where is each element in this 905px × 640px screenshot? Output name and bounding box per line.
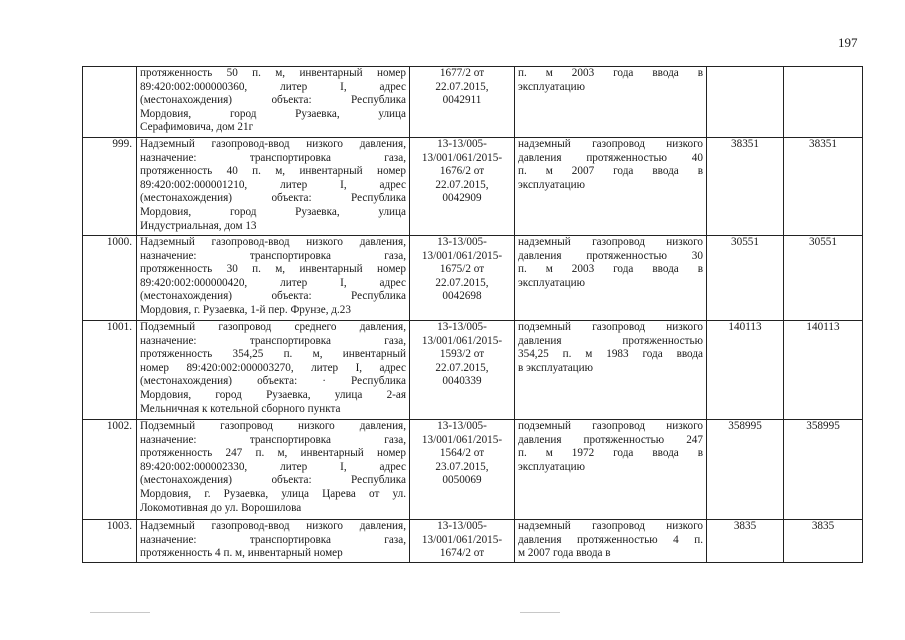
description-line: п. м 2003 года ввода в bbox=[518, 67, 703, 79]
value-2: 3835 bbox=[811, 520, 835, 532]
registration-line: 22.07.2015, bbox=[435, 276, 489, 289]
registration-line: 13/001/061/2015- bbox=[421, 151, 503, 164]
object-name-cell bbox=[137, 321, 410, 420]
description-line: эксплуатацию bbox=[518, 460, 585, 473]
registration-line: 13/001/061/2015- bbox=[421, 249, 503, 262]
value-2: 140113 bbox=[806, 321, 840, 333]
object-name-line: номер 89:420:002:000003270, литер I, адрес bbox=[140, 361, 406, 374]
object-name-line: 89:420:002:000000420, литер I, адрес bbox=[140, 276, 406, 289]
object-name-line: (местонахождения) объекта: Республика bbox=[140, 290, 406, 303]
description-line: подземный газопровод низкого bbox=[518, 321, 703, 333]
object-name-line: Локомотивная до ул. Ворошилова bbox=[140, 501, 302, 514]
row-number-cell bbox=[83, 520, 137, 563]
description-line: давления протяженностью 247 bbox=[518, 433, 703, 446]
row-number-cell bbox=[83, 236, 137, 321]
value-2: 38351 bbox=[809, 138, 837, 150]
object-name-cell bbox=[137, 420, 410, 520]
object-name-line: протяженность 30 п. м, инвентарный номер bbox=[140, 263, 406, 276]
registration-line: 13-13/005- bbox=[437, 236, 487, 248]
registration-line: 0042909 bbox=[442, 192, 482, 205]
object-name-line: Мордовия, город Рузаевка, улица 2-ая bbox=[140, 388, 406, 401]
registration-line: 1675/2 от bbox=[439, 263, 485, 276]
table-row bbox=[83, 321, 863, 420]
value-1: 140113 bbox=[728, 321, 762, 333]
table-row bbox=[83, 67, 863, 138]
object-name-line: назначение: транспортировка газа, bbox=[140, 433, 406, 446]
object-name-line: протяженность 4 п. м, инвентарный номер bbox=[140, 547, 343, 560]
object-name-line: Мордовия, город Рузаевка, улица bbox=[140, 205, 406, 218]
value-2: 30551 bbox=[809, 236, 837, 248]
value-1: 3835 bbox=[733, 520, 757, 532]
registration-line: 0050069 bbox=[442, 474, 482, 487]
value-1-cell bbox=[707, 520, 784, 563]
value-2-cell bbox=[784, 520, 863, 563]
description-line: надземный газопровод низкого bbox=[518, 236, 703, 248]
registration-line: 13/001/061/2015- bbox=[421, 334, 503, 347]
object-name-line: (местонахождения) объекта: Республика bbox=[140, 474, 406, 487]
registration-line: 0042698 bbox=[442, 290, 482, 303]
object-name-line: назначение: транспортировка газа, bbox=[140, 533, 406, 546]
registration-line: 0042911 bbox=[442, 94, 482, 107]
registration-cell bbox=[410, 420, 515, 520]
property-registry-table bbox=[82, 66, 863, 563]
description-line: давления протяженностью 30 bbox=[518, 249, 703, 262]
registration-line: 1676/2 от bbox=[439, 165, 485, 178]
registration-line: 1593/2 от bbox=[439, 348, 485, 361]
description-cell bbox=[515, 520, 707, 563]
registration-line: 1564/2 от bbox=[439, 447, 485, 460]
value-2: 358995 bbox=[806, 420, 840, 432]
value-1-cell bbox=[707, 138, 784, 236]
registration-line: 13-13/005- bbox=[437, 321, 487, 333]
scan-artifact-line bbox=[90, 612, 150, 613]
description-line: надземный газопровод низкого bbox=[518, 138, 703, 150]
value-2-cell bbox=[784, 236, 863, 321]
object-name-cell bbox=[137, 520, 410, 563]
registration-cell bbox=[410, 236, 515, 321]
description-line: эксплуатацию bbox=[518, 178, 585, 191]
registration-line: 22.07.2015, bbox=[435, 80, 489, 93]
object-name-line: Мордовия, г. Рузаевка, 1-й пер. Фрунзе, д.23 bbox=[140, 303, 351, 316]
scan-artifact-line bbox=[520, 612, 560, 613]
description-line: эксплуатацию bbox=[518, 276, 585, 289]
description-line: п. м 1972 года ввода в bbox=[518, 447, 703, 460]
value-1: 358995 bbox=[728, 420, 762, 432]
row-number-cell bbox=[83, 67, 137, 138]
value-1-cell bbox=[707, 321, 784, 420]
registration-line: 13-13/005- bbox=[437, 420, 487, 432]
object-name-line: Надземный газопровод-ввод низкого давления, bbox=[140, 520, 406, 532]
description-line: надземный газопровод низкого bbox=[518, 520, 703, 532]
registration-line: 22.07.2015, bbox=[435, 178, 489, 191]
object-name-line: Надземный газопровод-ввод низкого давления, bbox=[140, 236, 406, 248]
object-name-line: Серафимовича, дом 21г bbox=[140, 121, 254, 134]
object-name-line: Подземный газопровод среднего давления, bbox=[140, 321, 406, 333]
value-1-cell bbox=[707, 420, 784, 520]
page-number: 197 bbox=[838, 35, 858, 50]
registration-line: 22.07.2015, bbox=[435, 361, 489, 374]
description-line: в эксплуатацию bbox=[518, 361, 594, 374]
registration-line: 13-13/005- bbox=[437, 520, 487, 532]
description-line: давления протяженностью 40 bbox=[518, 151, 703, 164]
description-line: 354,25 п. м 1983 года ввода bbox=[518, 348, 703, 361]
description-cell bbox=[515, 321, 707, 420]
registration-line: 13/001/061/2015- bbox=[421, 533, 503, 546]
description-line: давления протяженностью 4 п. bbox=[518, 533, 703, 546]
object-name-line: Мордовия, город Рузаевка, улица bbox=[140, 107, 406, 120]
description-cell bbox=[515, 420, 707, 520]
value-1-cell bbox=[707, 67, 784, 138]
registration-line: 1674/2 от bbox=[439, 547, 485, 560]
description-cell bbox=[515, 138, 707, 236]
row-number-cell bbox=[83, 321, 137, 420]
registration-line: 1677/2 от bbox=[439, 67, 485, 79]
object-name-line: 89:420:002:000002330, литер I, адрес bbox=[140, 460, 406, 473]
object-name-cell bbox=[137, 138, 410, 236]
object-name-line: 89:420:002:000001210, литер I, адрес bbox=[140, 178, 406, 191]
object-name-line: протяженность 50 п. м, инвентарный номер bbox=[140, 67, 406, 79]
value-2-cell bbox=[784, 138, 863, 236]
description-cell bbox=[515, 236, 707, 321]
registration-cell bbox=[410, 520, 515, 563]
object-name-cell bbox=[137, 236, 410, 321]
object-name-line: назначение: транспортировка газа, bbox=[140, 151, 406, 164]
value-1: 30551 bbox=[731, 236, 759, 248]
description-line: давления протяженностью bbox=[518, 334, 703, 347]
registration-line: 0040339 bbox=[442, 375, 482, 388]
table-row bbox=[83, 520, 863, 563]
object-name-line: (местонахождения) объекта: Республика bbox=[140, 94, 406, 107]
object-name-line: (местонахождения) объекта: Республика bbox=[140, 192, 406, 205]
object-name-line: Надземный газопровод-ввод низкого давления, bbox=[140, 138, 406, 150]
value-1: 38351 bbox=[731, 138, 759, 150]
table-row bbox=[83, 420, 863, 520]
object-name-line: Подземный газопровод низкого давления, bbox=[140, 420, 406, 432]
row-number: 1000. bbox=[106, 236, 132, 248]
value-2-cell bbox=[784, 420, 863, 520]
object-name-line: протяженность 247 п. м, инвентарный номер bbox=[140, 447, 406, 460]
table-row bbox=[83, 236, 863, 321]
description-cell bbox=[515, 67, 707, 138]
description-line: п. м 2003 года ввода в bbox=[518, 263, 703, 276]
registration-cell bbox=[410, 321, 515, 420]
description-line: подземный газопровод низкого bbox=[518, 420, 703, 432]
object-name-line: (местонахождения) объекта: · Республика bbox=[140, 375, 406, 388]
registration-cell bbox=[410, 138, 515, 236]
registration-line: 13/001/061/2015- bbox=[421, 433, 503, 446]
registration-cell bbox=[410, 67, 515, 138]
table-row bbox=[83, 138, 863, 236]
row-number-cell bbox=[83, 420, 137, 520]
registration-line: 13-13/005- bbox=[437, 138, 487, 150]
description-line: м 2007 года ввода в bbox=[518, 547, 611, 560]
row-number: 1003. bbox=[106, 520, 132, 532]
object-name-line: протяженность 40 п. м, инвентарный номер bbox=[140, 165, 406, 178]
object-name-line: Мельничная к котельной сборного пункта bbox=[140, 402, 341, 415]
value-2-cell bbox=[784, 67, 863, 138]
object-name-line: Индустриальная, дом 13 bbox=[140, 219, 257, 232]
value-1-cell bbox=[707, 236, 784, 321]
value-2-cell bbox=[784, 321, 863, 420]
row-number: 1001. bbox=[106, 321, 132, 333]
registration-line: 23.07.2015, bbox=[435, 460, 489, 473]
row-number: 1002. bbox=[106, 420, 132, 432]
description-line: эксплуатацию bbox=[518, 80, 585, 93]
object-name-line: Мордовия, г. Рузаевка, улица Царева от ул. bbox=[140, 487, 406, 500]
row-number: 999. bbox=[112, 138, 132, 150]
object-name-line: назначение: транспортировка газа, bbox=[140, 249, 406, 262]
object-name-line: 89:420:002:000000360, литер I, адрес bbox=[140, 80, 406, 93]
row-number-cell bbox=[83, 138, 137, 236]
description-line: п. м 2007 года ввода в bbox=[518, 165, 703, 178]
object-name-cell bbox=[137, 67, 410, 138]
object-name-line: протяженность 354,25 п. м, инвентарный bbox=[140, 348, 406, 361]
object-name-line: назначение: транспортировка газа, bbox=[140, 334, 406, 347]
